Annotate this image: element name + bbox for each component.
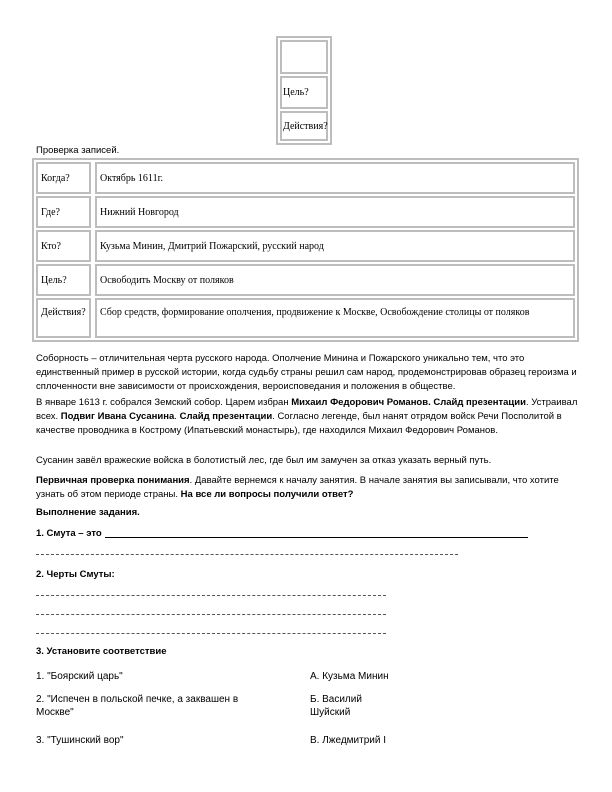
task1-label: 1. Смута – это — [36, 528, 102, 539]
paragraph-zemsky-sobor — [36, 396, 584, 438]
task3-label: 3. Установите соответствие — [36, 646, 167, 657]
task2-label: 2. Черты Смуты: — [36, 569, 115, 580]
row-key: Цель? — [36, 264, 91, 296]
match-left-1: 1. "Боярский царь" — [36, 671, 123, 682]
top-table-cell-goal: Цель? — [280, 76, 328, 109]
match-right-a: А. Кузьма Минин — [310, 671, 389, 682]
para2-text-3: . — [174, 411, 180, 422]
task1-answer-line[interactable] — [105, 537, 528, 538]
row-key: Действия? — [36, 298, 91, 338]
review-table — [32, 158, 579, 342]
row-key: Когда? — [36, 162, 91, 194]
row-key: Кто? — [36, 230, 91, 262]
table-row — [34, 264, 577, 296]
table-row — [34, 298, 577, 338]
match-right-b: Б. Василий Шуйский — [310, 694, 362, 718]
task1-answer-line-2[interactable] — [36, 554, 458, 555]
para2-bold-1: Михаил Федорович Романов. Слайд презентации — [291, 397, 526, 408]
para2-text-2: . Устраивал всех. — [36, 397, 578, 422]
para2-bold-2: Подвиг Ивана Сусанина — [60, 411, 175, 422]
match-left-2: 2. "Испечен в польской печке, а заквашен в Москве" — [36, 694, 239, 718]
paragraph-susanin: Сусанин завёл вражеские войска в болотистый лес, где был им замучен за отказ указать верный путь. — [36, 455, 492, 466]
paragraph-check — [36, 474, 584, 502]
para4-bold-2: На все ли вопросы получили ответ? — [180, 489, 354, 500]
top-table-cell-empty — [280, 40, 328, 74]
para2-bold-3: Слайд презентации — [179, 411, 273, 422]
row-value: Нижний Новгород — [95, 196, 575, 228]
row-key: Где? — [36, 196, 91, 228]
para4-text-1: . Давайте вернемся к началу занятия. В начале занятия вы записывали, что хотите узнать об этом периоде страны. — [36, 475, 559, 500]
row-value: Освободить Москву от поляков — [95, 264, 575, 296]
row-value: Октябрь 1611г. — [95, 162, 575, 194]
para4-bold-1: Первичная проверка понимания — [36, 475, 190, 486]
top-table — [276, 36, 332, 145]
para2-text-1: В январе 1613 г. собрался Земский собор. Царем избран — [36, 397, 292, 408]
top-table-cell-actions: Действия? — [280, 111, 328, 141]
paragraph-sobornost: Соборность – отличительная черта русского народа. Ополчение Минина и Пожарского уникально тем, что это единственный пример в русской истории, когда судьбу страны решил сам народ, продемонстрировав образец героизма и сплоченности вне зависимости от происхождения, вероисповедания и положения в обществе. — [36, 353, 577, 392]
table-row — [34, 196, 577, 228]
table-caption: Проверка записей. — [36, 145, 120, 156]
table-row — [34, 162, 577, 194]
match-left-3: 3. "Тушинский вор" — [36, 735, 124, 746]
para2-text-4: . Согласно легенде, был нанят отрядом войск Речи Посполитой в качестве проводника в Кострому (Ипатьевский монастырь), где находился Михаил Федорович Романов. — [36, 411, 562, 436]
task2-answer-line[interactable] — [36, 633, 386, 634]
task2-answer-line[interactable] — [36, 595, 386, 596]
task2-answer-line[interactable] — [36, 614, 386, 615]
row-value: Кузьма Минин, Дмитрий Пожарский, русский народ — [95, 230, 575, 262]
row-value: Сбор средств, формирование ополчения, продвижение к Москве, Освобождение столицы от поляков — [95, 298, 575, 338]
match-right-c: В. Лжедмитрий I — [310, 735, 386, 746]
table-row — [34, 230, 577, 262]
tasks-title: Выполнение задания. — [36, 507, 140, 518]
